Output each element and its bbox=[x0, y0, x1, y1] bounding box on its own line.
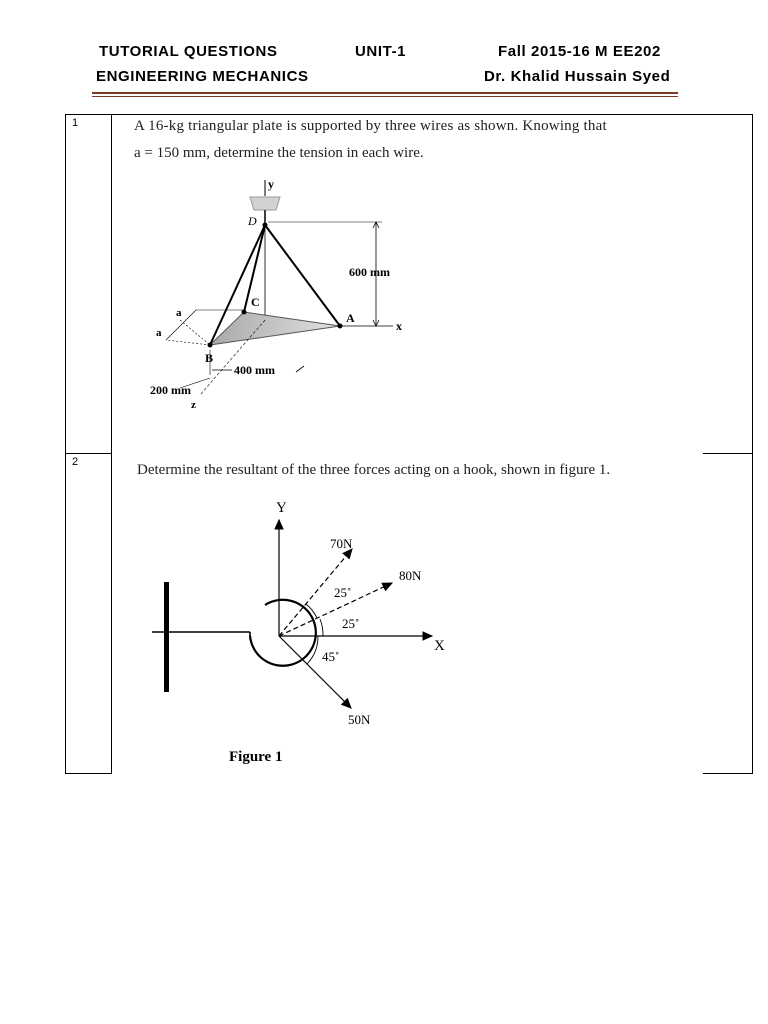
label-400mm: 400 mm bbox=[234, 363, 275, 377]
table-border-bottom bbox=[65, 773, 112, 774]
label-70n: 70N bbox=[330, 536, 353, 551]
hook-forces-figure bbox=[145, 495, 475, 770]
header-title: TUTORIAL QUESTIONS bbox=[99, 43, 278, 60]
label-200mm: 200 mm bbox=[150, 383, 191, 397]
label-y-axis: Y bbox=[276, 500, 287, 516]
label-angle-70n: 25˚ bbox=[334, 585, 352, 600]
triangular-plate bbox=[210, 312, 340, 345]
label-point-a: A bbox=[346, 311, 355, 325]
table-border-bottom bbox=[703, 773, 753, 774]
label-a-left: a bbox=[156, 327, 162, 339]
table-border-left bbox=[65, 114, 66, 774]
label-point-b: B bbox=[205, 351, 214, 365]
label-point-d: D bbox=[248, 214, 257, 228]
label-x-axis: X bbox=[434, 638, 445, 654]
question-number: 1 bbox=[72, 117, 79, 129]
label-600mm: 600 mm bbox=[349, 265, 390, 279]
label-z-axis: z bbox=[191, 399, 196, 411]
label-x-axis: x bbox=[396, 319, 402, 333]
label-y-axis: y bbox=[268, 177, 274, 191]
header-rule-thin bbox=[92, 96, 678, 97]
header-rule bbox=[92, 92, 678, 94]
table-row-separator bbox=[65, 453, 112, 454]
support-block bbox=[250, 197, 280, 210]
question-number: 2 bbox=[72, 456, 79, 468]
question-text: Determine the resultant of the three forces acting on a hook, shown in figure 1. bbox=[137, 462, 611, 478]
wall-support bbox=[164, 582, 169, 692]
header-subject: ENGINEERING MECHANICS bbox=[96, 68, 309, 85]
table-border-top bbox=[65, 114, 753, 115]
label-80n: 80N bbox=[399, 568, 422, 583]
label-point-c: C bbox=[251, 295, 260, 309]
table-divider bbox=[111, 114, 112, 774]
header-term-course: Fall 2015-16 M EE202 bbox=[498, 43, 661, 60]
label-angle-50n: 45˚ bbox=[322, 649, 340, 664]
wire-plate-figure bbox=[140, 170, 420, 420]
hook-ring bbox=[250, 600, 316, 666]
table-row-separator bbox=[703, 453, 753, 454]
question-text: A 16-kg triangular plate is supported by three wires as shown. Knowing that bbox=[134, 118, 607, 134]
label-a-top: a bbox=[176, 307, 182, 319]
wire-DA bbox=[265, 225, 340, 326]
header-unit: UNIT-1 bbox=[355, 43, 407, 60]
table-border-right bbox=[752, 114, 753, 774]
force-50n bbox=[279, 636, 351, 708]
figure-caption: Figure 1 bbox=[229, 749, 283, 765]
label-50n: 50N bbox=[348, 712, 371, 727]
label-angle-80n: 25˚ bbox=[342, 616, 360, 631]
question-text: a = 150 mm, determine the tension in each wire. bbox=[134, 145, 424, 161]
header-instructor: Dr. Khalid Hussain Syed bbox=[484, 68, 671, 85]
